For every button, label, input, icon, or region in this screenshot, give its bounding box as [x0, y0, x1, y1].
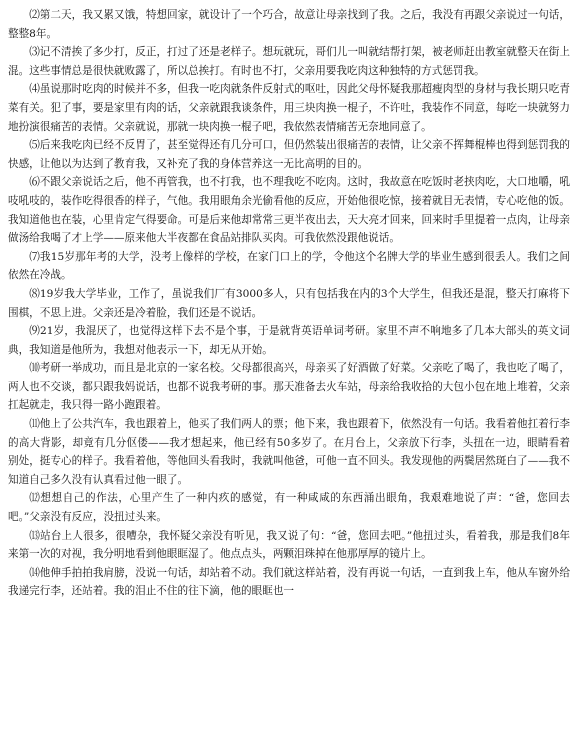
paragraph-13: ⒀站台上人很多，很嘈杂，我怀疑父亲没有听见，我又说了句：“爸，您回去吧。”他扭过头，看着我，那是我们8年来第一次的对视，我分明地看到他眼眶湿了。他点点头，两颗泪珠掉在他那厚厚的镜片上。 — [8, 529, 570, 561]
paragraph-11: ⑾他上了公共汽车，我也跟着上，他买了我们两人的票；他下来，我也跟着下，依然没有一句话。我看着他扛着行李的高大背影，却竟有几分伛偻——我才想起来，他已经有50多岁了。在月台上，父亲放下行李，头扭在一边，眼睛看着别处，挺专心的样子。我看着他，等他回头看我时，我就叫他爸，可他一直不回头。我发现他的两鬓居然斑白了——我不知道自己多久没有认真看过他一眼了。 — [8, 418, 570, 486]
paragraph-4: ⑷虽说那时吃肉的时候并不多，但我一吃肉就条件反射式的呕吐，因此父母怀疑我那超瘦肉型的身材与我长期只吃青菜有关。犯了事，要是家里有肉的话，父亲就跟我谈条件，用三块肉换一棍子，不许吐，我装作不同意，每吃一块就努力地扮演很痛苦的表情。父亲就说，那就一块肉换一棍子吧，我依然表情痛苦无奈地同意了。 — [8, 83, 570, 133]
paragraph-14: ⒁他伸手拍拍我肩膀，没说一句话，却站着不动。我们就这样站着，没有再说一句话，一直到我上车，他从车窗外给我递完行李，还站着。我的泪止不住的往下滴，他的眼眶也一 — [8, 566, 570, 598]
paragraph-8: ⑻19岁我大学毕业，工作了，虽说我们厂有3000多人，只有包括我在内的3个大学生，但我还是混，整天打麻将下围棋，不思上进。父亲还是冷着脸，我们还是不说话。 — [8, 287, 570, 319]
paragraph-12: ⑿想想自己的作法，心里产生了一种内疚的感觉，有一种咸咸的东西涌出眼角，我艰难地说了声：“爸，您回去吧。”父亲没有反应，没扭过头来。 — [8, 492, 570, 524]
paragraph-3: ⑶记不清挨了多少打，反正，打过了还是老样子。想玩就玩，哥们儿一叫就结帮打架，被老师赶出教室就整天在街上混。这些事情总是很快就败露了，所以总挨打。有时也不打，父亲用要我吃肉这种独特的方式惩罚我。 — [8, 46, 570, 77]
paragraph-10: ⑽考研一举成功，而且是北京的一家名校。父母都很高兴，母亲买了好酒做了好菜。父亲吃了喝了，我也吃了喝了，两人也不交谈，都只跟我妈说话，也都不说我考研的事。那天准备去火车站，母亲给我收拾的大包小包在地上堆着，父亲扛起就走，我只得一路小跑跟着。 — [8, 362, 570, 412]
paragraph-9: ⑼21岁，我混厌了，也觉得这样下去不是个事，于是就背英语单词考研。家里不声不响地多了几本大部头的英文词典，我知道是他所为，我想对他表示一下，却无从开始。 — [8, 325, 570, 356]
paragraph-5: ⑸后来我吃肉已经不反胃了，甚至觉得还有几分可口，但仍然装出很痛苦的表情，让父亲不挥舞棍棒也得到惩罚我的快感，让他以为达到了教育我，又补充了我的身体营养这一无比高明的目的。 — [8, 139, 570, 170]
paragraph-2: ⑵第二天，我又累又饿，特想回家，就设计了一个巧合，故意让母亲找到了我。之后，我没有再跟父亲说过一句话，整整8年。 — [8, 9, 570, 40]
paragraph-7: ⑺我15岁那年考的大学，没考上像样的学校，在家门口上的学，令他这个名牌大学的毕业生感到很丢人。我们之间依然在冷战。 — [8, 250, 570, 282]
paragraph-6: ⑹不跟父亲说话之后，他不再管我，也不打我，也不理我吃不吃肉。这时，我故意在吃饭时老挟肉吃，大口地嚼，吼吱吼吱的，装作吃得很香的样子，气他。我用眼角余光偷看他的反应，开始他很吃惊，接着就目无表情，专心吃他的饭。我知道他也在装，心里肯定气得要命。可是后来他却常常三更半夜出去，天大亮才回来，回来时手里提着一点肉，让母亲做汤给我喝了才上学——原来他大半夜都在食品站排队买肉。可我依然没跟他说话。 — [8, 176, 570, 245]
document-page — [8, 6, 570, 740]
